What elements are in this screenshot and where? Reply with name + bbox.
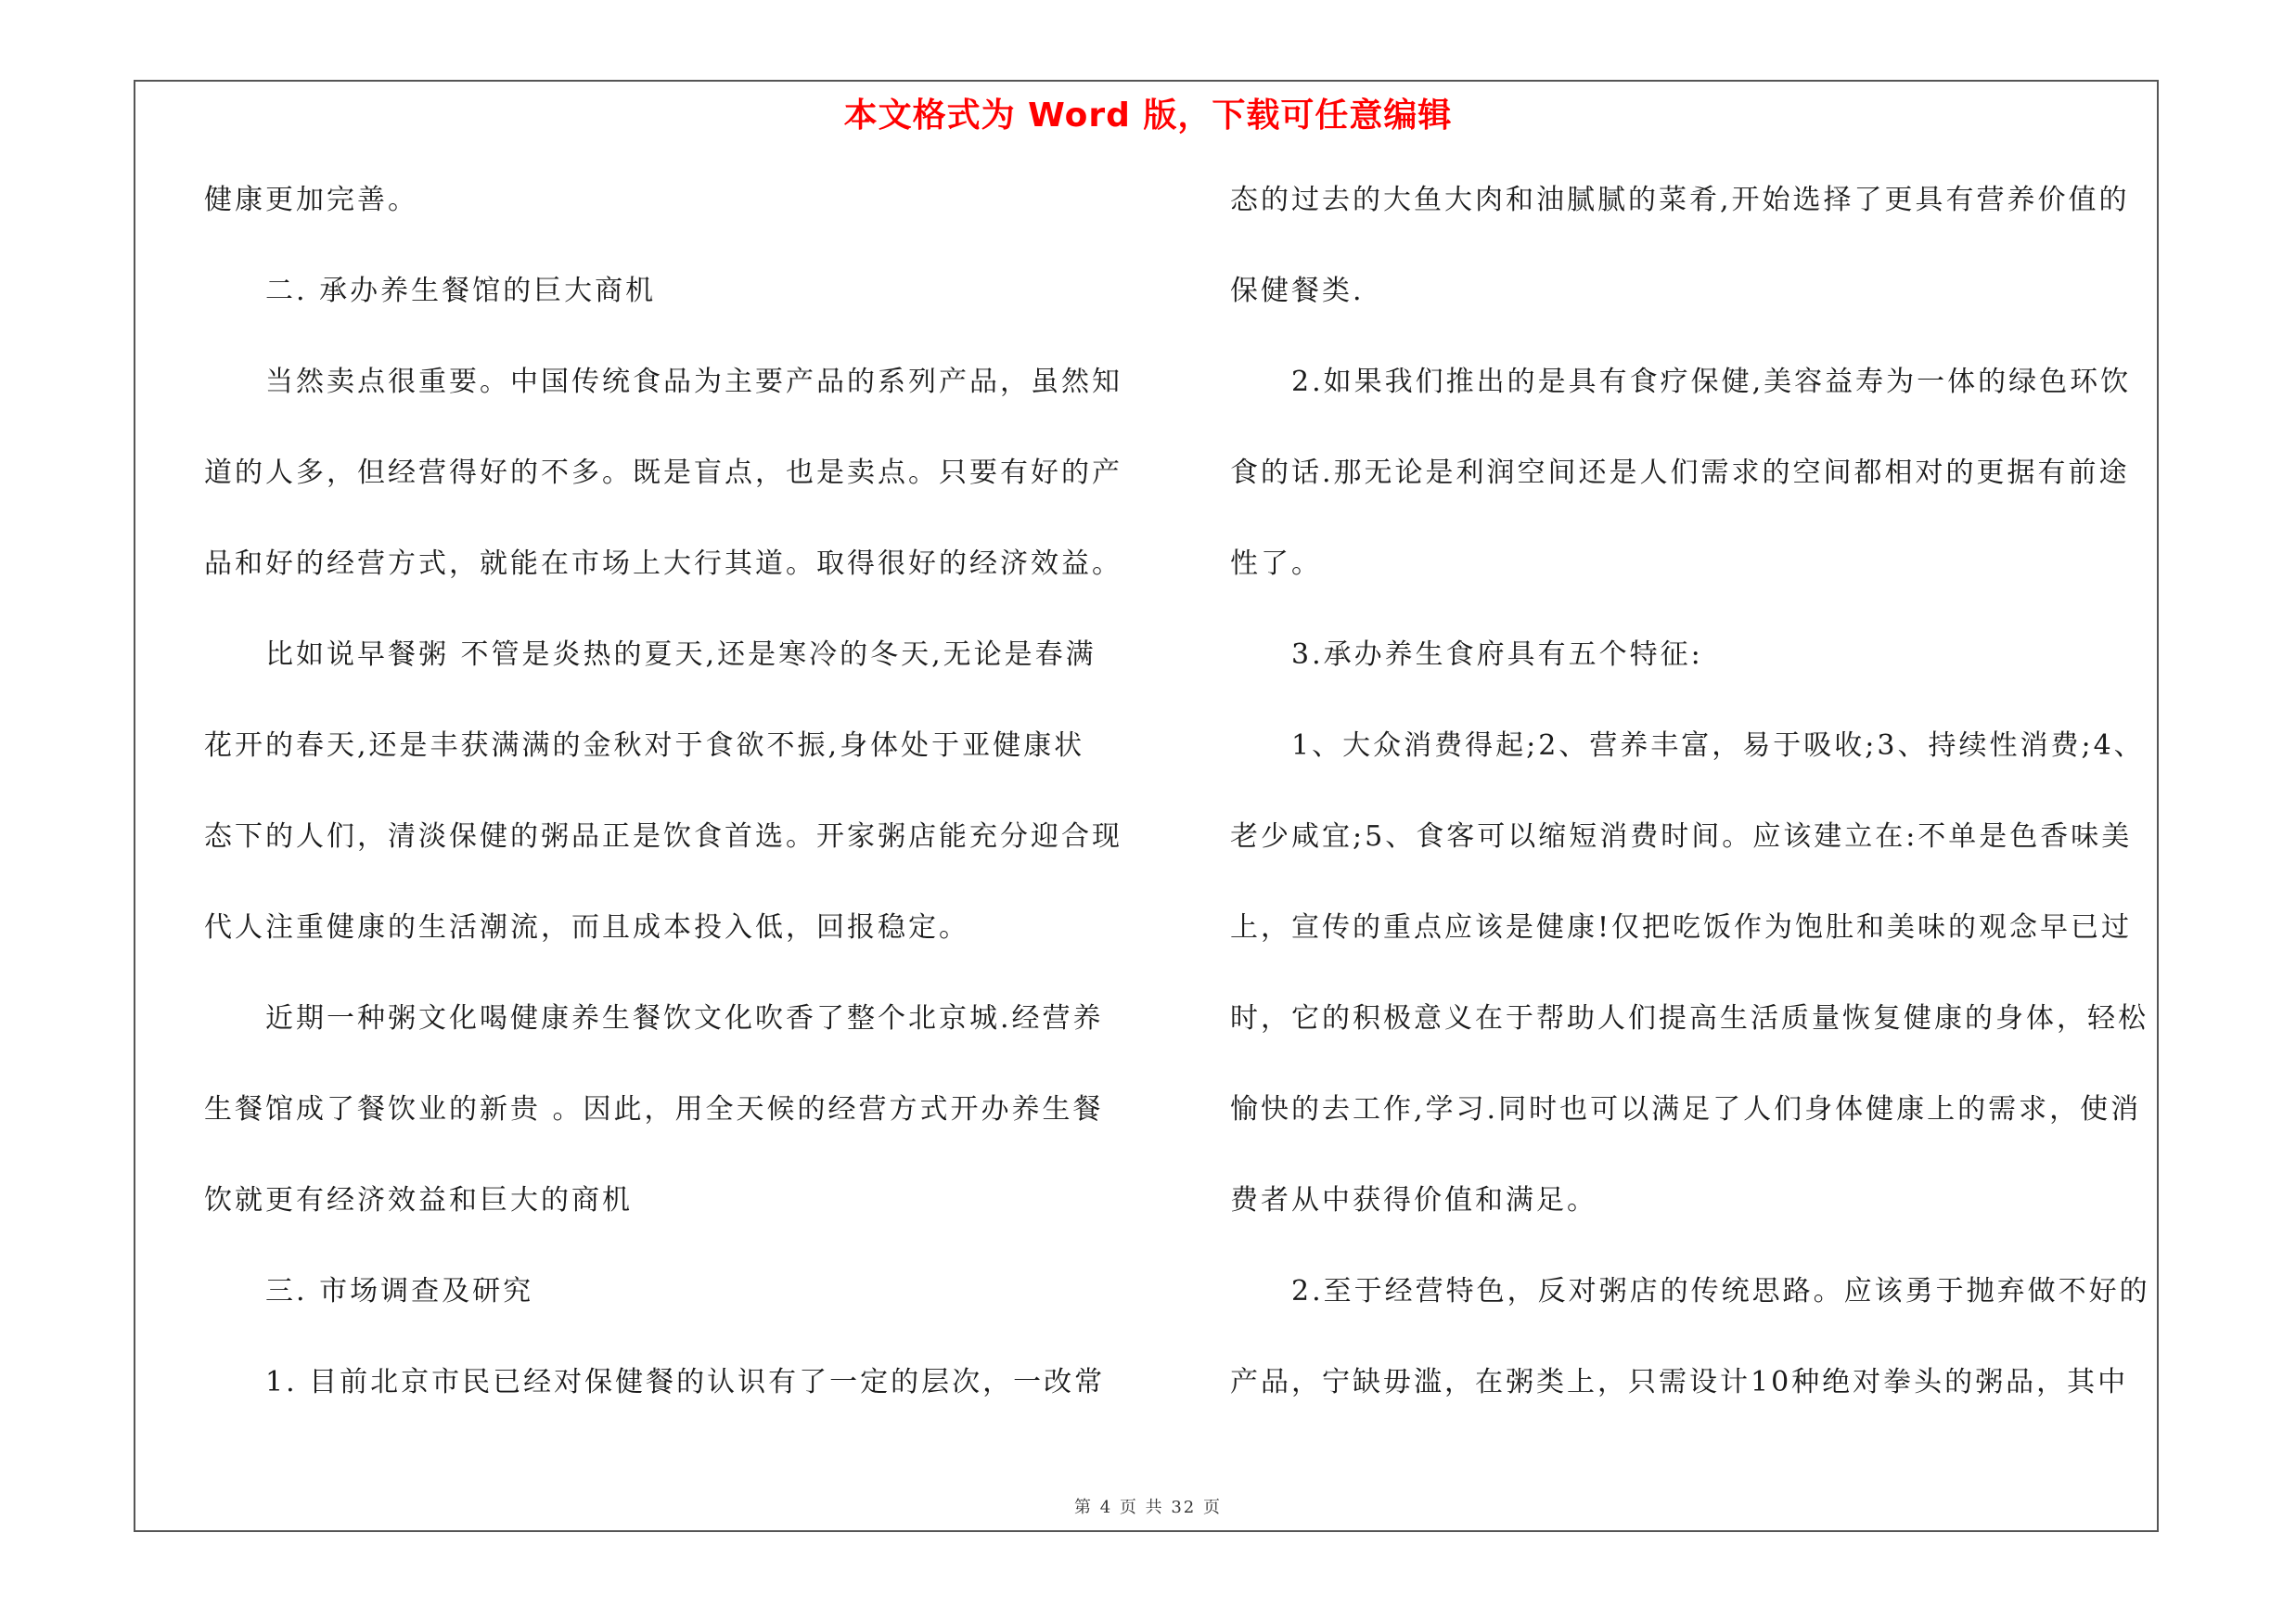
- text-line: 健康更加完善。: [204, 184, 418, 216]
- text-line: 代人注重健康的生活潮流，而且成本投入低，回报稳定。: [204, 911, 969, 944]
- text-line: 二. 承办养生餐馆的巨大商机: [204, 275, 657, 307]
- text-line: 三. 市场调查及研究: [204, 1275, 534, 1307]
- text-line: 花开的春天,还是丰获满满的金秋对于食欲不振,身体处于亚健康状: [204, 729, 1085, 762]
- text-line: 2.至于经营特色，反对粥店的传统思路。应该勇于抛弃做不好的: [1230, 1275, 2150, 1307]
- text-line: 保健餐类.: [1230, 275, 1365, 307]
- text-line: 态下的人们，清淡保健的粥品正是饮食首选。开家粥店能充分迎合现: [204, 820, 1122, 853]
- text-line: 道的人多，但经营得好的不多。既是盲点，也是卖点。只要有好的产: [204, 457, 1122, 489]
- text-line: 当然卖点很重要。中国传统食品为主要产品的系列产品，虽然知: [204, 366, 1122, 398]
- text-line: 3.承办养生食府具有五个特征:: [1230, 638, 1703, 671]
- page-number-footer: 第 4 页 共 32 页: [1074, 1498, 1222, 1517]
- text-line: 1. 目前北京市民已经对保健餐的认识有了一定的层次，一改常: [204, 1366, 1106, 1398]
- text-line: 上，宣传的重点应该是健康!仅把吃饭作为饱肚和美味的观念早已过: [1230, 911, 2133, 944]
- text-line: 生餐馆成了餐饮业的新贵 。因此，用全天候的经营方式开办养生餐: [204, 1093, 1104, 1126]
- header-banner: 本文格式为 Word 版，下载可任意编辑: [843, 97, 1453, 135]
- text-line: 食的话.那无论是利润空间还是人们需求的空间都相对的更据有前途: [1230, 457, 2130, 489]
- text-line: 老少咸宜;5、食客可以缩短消费时间。应该建立在:不单是色香味美: [1230, 820, 2133, 853]
- text-line: 1、大众消费得起;2、营养丰富，易于吸收;3、持续性消费;4、: [1230, 729, 2145, 762]
- text-line: 性了。: [1230, 547, 1322, 580]
- text-line: 产品，宁缺毋滥，在粥类上，只需设计10种绝对拳头的粥品，其中: [1230, 1366, 2129, 1398]
- text-line: 品和好的经营方式，就能在市场上大行其道。取得很好的经济效益。: [204, 547, 1122, 580]
- text-line: 近期一种粥文化喝健康养生餐饮文化吹香了整个北京城.经营养: [204, 1002, 1104, 1035]
- text-line: 时，它的积极意义在于帮助人们提高生活质量恢复健康的身体，轻松: [1230, 1002, 2148, 1035]
- text-line: 愉快的去工作,学习.同时也可以满足了人们身体健康上的需求，使消: [1230, 1093, 2142, 1126]
- text-line: 费者从中获得价值和满足。: [1230, 1184, 1597, 1217]
- text-line: 2.如果我们推出的是具有食疗保健,美容益寿为一体的绿色环饮: [1230, 366, 2132, 398]
- text-line: 态的过去的大鱼大肉和油腻腻的菜肴,开始选择了更具有营养价值的: [1230, 184, 2130, 216]
- text-line: 比如说早餐粥 不管是炎热的夏天,还是寒冷的冬天,无论是春满: [204, 638, 1097, 671]
- text-line: 饮就更有经济效益和巨大的商机: [204, 1184, 633, 1217]
